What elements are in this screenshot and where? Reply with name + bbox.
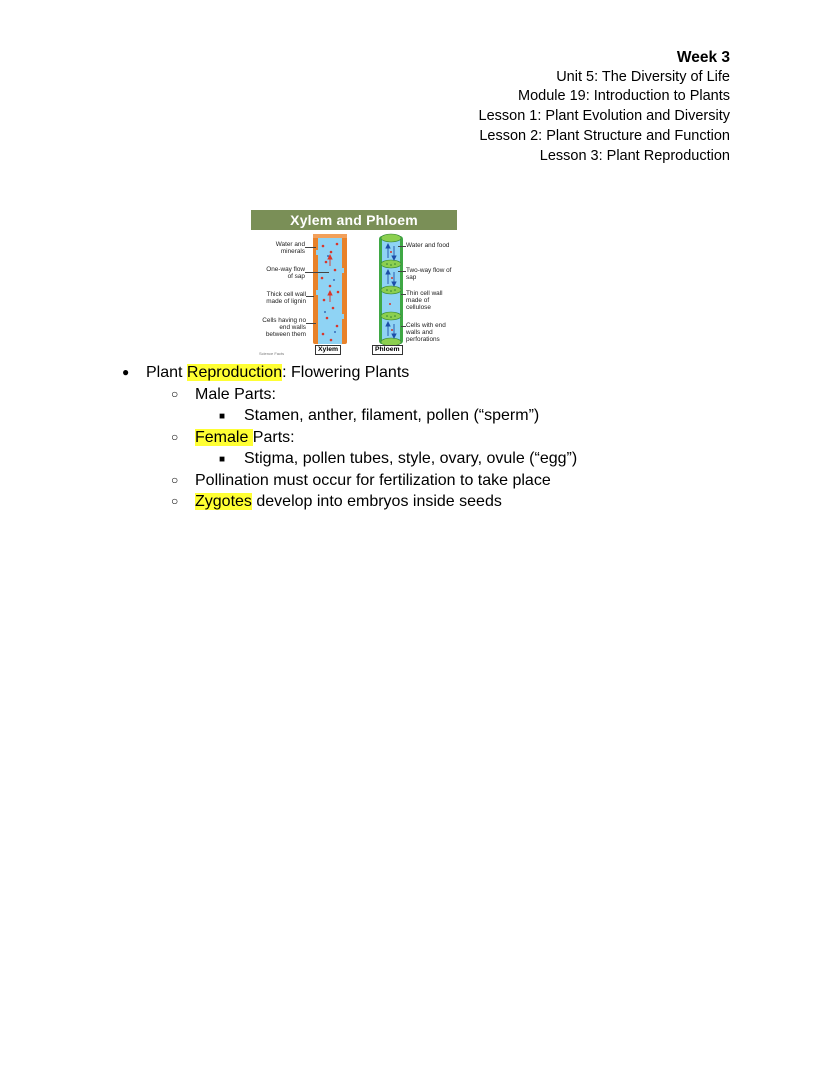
leader-line: [305, 247, 316, 248]
phloem-note-wall: Thin cell wall made of cellulose: [406, 290, 443, 311]
lesson3-line: Lesson 3: Plant Reproduction: [539, 147, 730, 164]
phloem-note-flow: Two-way flow of sap: [406, 267, 452, 281]
list-item-text: Stigma, pollen tubes, style, ovary, ovule (“egg”): [244, 450, 578, 467]
week-title: Week 3: [676, 49, 730, 66]
highlight-zygotes: Zygotes: [195, 493, 252, 510]
list-item: [0, 470, 828, 492]
document-header: [479, 48, 730, 166]
phloem-note-water: Water and food: [406, 242, 450, 249]
leader-line: [305, 272, 329, 273]
leader-line: [401, 326, 406, 327]
lesson2-line: Lesson 2: Plant Structure and Function: [479, 127, 730, 144]
phloem-note-cells: Cells with end walls and perforations: [406, 322, 446, 343]
list-item: [0, 491, 828, 513]
xylem-note-flow: One-way flow of sap: [266, 266, 305, 280]
bullet-circle: ○: [171, 472, 179, 487]
text-parts: Parts:: [252, 428, 295, 446]
leader-line: [306, 323, 316, 324]
bullet-circle: ○: [171, 494, 179, 508]
bullet-disc: ●: [122, 365, 130, 379]
list-item-text: Male Parts:: [195, 385, 276, 403]
lesson1-line: Lesson 1: Plant Evolution and Diversity: [478, 108, 730, 125]
figure-title: Xylem and Phloem: [251, 210, 457, 230]
list-item-text: [195, 491, 502, 513]
leader-line: [401, 294, 406, 295]
bullet-circle: ○: [171, 386, 179, 401]
text-embryos: develop into embryos inside seeds: [251, 493, 502, 510]
list-item-text: Pollination must occur for fertilization to take place: [195, 471, 551, 489]
figure-watermark: Science Facts: [259, 351, 285, 356]
list-item: [0, 384, 828, 406]
module-line: Module 19: Introduction to Plants: [518, 88, 730, 105]
leader-line: [398, 246, 406, 247]
bullet-circle: ○: [171, 429, 179, 444]
list-item: [0, 448, 828, 470]
notes-list: [0, 362, 828, 513]
text-plant: Plant: [146, 364, 187, 381]
list-item: [0, 362, 828, 384]
list-item: [0, 405, 828, 427]
xylem-phloem-figure: [251, 210, 457, 360]
bullet-square: ■: [219, 454, 226, 465]
xylem-label: Xylem: [315, 345, 341, 355]
highlight-reproduction: Reproduction: [186, 364, 283, 381]
list-item: [0, 427, 828, 449]
xylem-note-wall: Thick cell wall made of lignin: [266, 291, 306, 305]
bullet-square: ■: [219, 411, 226, 422]
list-item-text: [146, 362, 409, 384]
text-flowering-plants: : Flowering Plants: [282, 364, 410, 381]
list-item-text: Stamen, anther, filament, pollen (“sperm”): [244, 407, 540, 424]
unit-line: Unit 5: The Diversity of Life: [556, 68, 730, 85]
xylem-note-cells: Cells having no end walls between them: [262, 317, 306, 338]
list-item-text: [195, 427, 295, 449]
phloem-label: Phloem: [372, 345, 403, 355]
highlight-female: Female: [195, 428, 253, 446]
xylem-note-water: Water and minerals: [275, 241, 305, 255]
leader-line: [306, 296, 314, 297]
leader-line: [398, 271, 406, 272]
